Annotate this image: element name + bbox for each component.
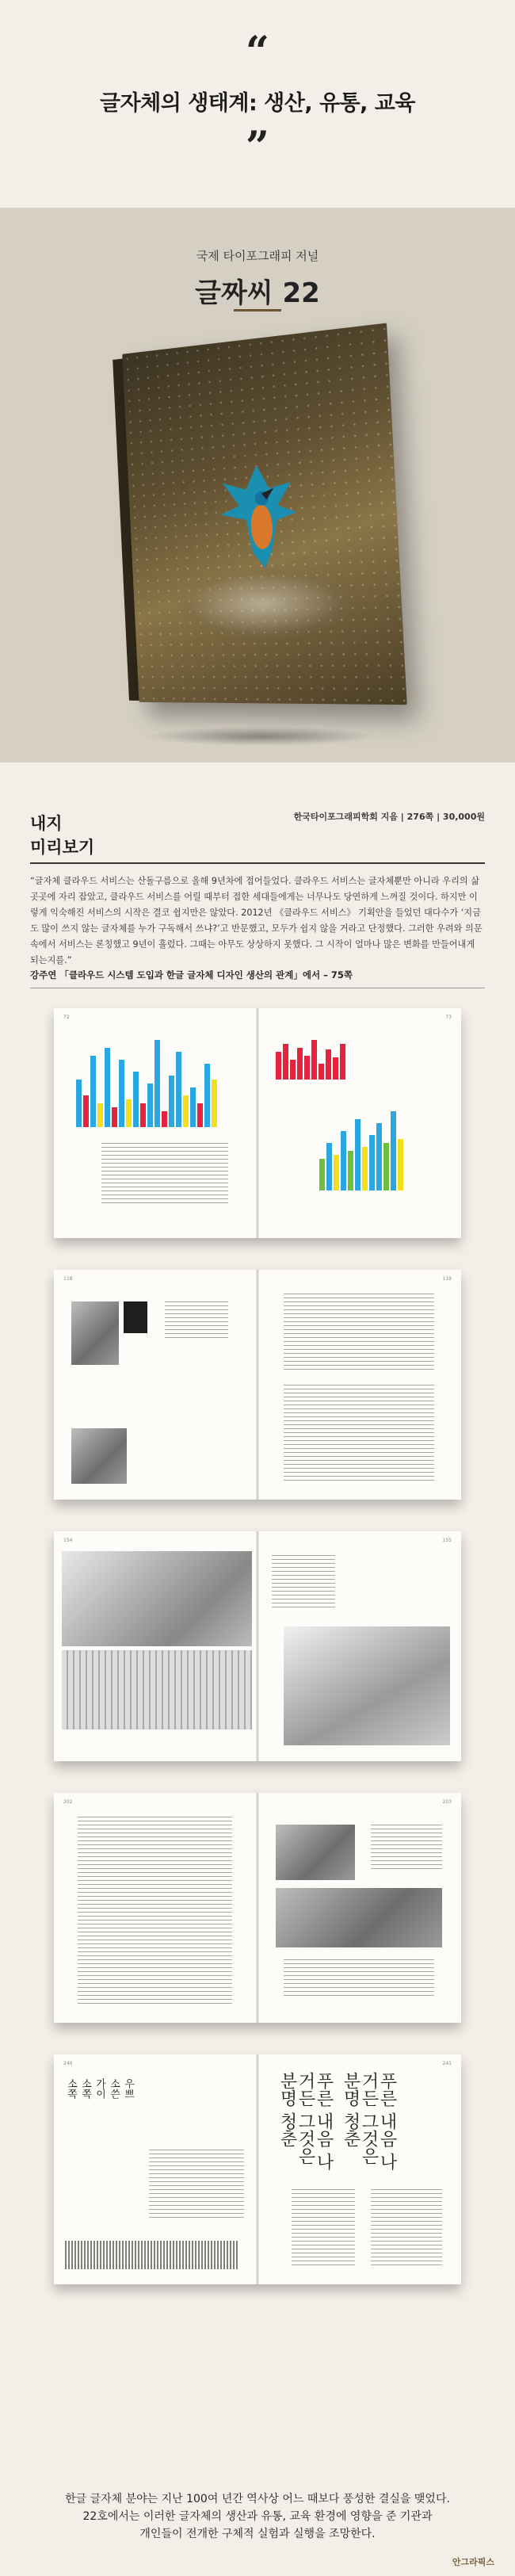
page-number: 203 xyxy=(442,1799,452,1805)
journal-subtitle: 국제 타이포그래피 저널 xyxy=(196,249,319,263)
page-number: 119 xyxy=(442,1276,452,1282)
body-text-block xyxy=(101,1143,228,1206)
body-text-block xyxy=(292,2189,355,2268)
vertical-text: 소쪽 xyxy=(79,2078,91,2099)
page-spread-text-photos xyxy=(54,1793,461,2023)
open-quote-mark: “ xyxy=(246,28,269,76)
page-number: 241 xyxy=(442,2061,452,2066)
photo xyxy=(62,1650,252,1729)
body-text-block xyxy=(165,1301,228,1341)
closing-line: 개인들이 전개한 구체적 실험과 실행을 조망한다. xyxy=(139,2528,376,2540)
hero-section xyxy=(0,0,515,208)
book-meta: 한국타이포그래피학회 지음 | 276쪽 | 30,000원 xyxy=(293,812,485,822)
page-spread-charts xyxy=(54,1008,461,1238)
page-spread-text xyxy=(54,1270,461,1500)
publisher-logo: 안그라픽스 xyxy=(452,2557,494,2567)
photo xyxy=(71,1428,127,1484)
inner-preview-section xyxy=(0,762,515,2576)
book-shadow xyxy=(147,727,376,746)
chart-mini-bars xyxy=(319,1111,403,1191)
chart-mini-bars xyxy=(76,1040,217,1127)
book-cover xyxy=(122,323,407,705)
journal-title: 글짜씨 22 xyxy=(195,277,320,309)
photo xyxy=(124,1301,147,1333)
closing-line: 한글 글자체 분야는 지난 100여 년간 역사상 어느 때보다 풍성한 결실을 맺었다. xyxy=(65,2493,450,2505)
page-number: 118 xyxy=(63,1276,73,1282)
divider xyxy=(30,862,485,864)
excerpt-text: “글자체 클라우드 서비스는 산돌구름으로 올해 9년차에 접어들었다. 클라우드 서비스는 글자체뿐만 아니라 우리의 삶 곳곳에 자리 잡았고, 클라우드 서비스를 어릴 때부터 접한 세대들에게는 너무나도 당연하게 느껴질 것이다. 하지만 이렇게 익숙해진 서비스의 시작은 결코 쉽지만은 않았다. 2012년 《클라우드 서비스》 기획안을 들었던 대다수가 ‘지금도 많이 쓰지 않는 글자체를 누가 구독해서 쓰냐?’고 반문했고, 모두가 쉽지 않을 거라고 단정했다. 그러한 우려와 의문 속에서 서비스는 론칭했고 9년이 흘렀다. 그때는 아무도 상상하지 못했다. 그 시작이 얼마나 많은 변화를 만들어내게 되는지를.” xyxy=(30,876,483,965)
inner-preview-heading xyxy=(30,812,94,859)
body-text-block xyxy=(149,2150,244,2221)
page-number: 155 xyxy=(442,1538,452,1543)
page-number: 154 xyxy=(63,1538,73,1543)
vertical-text: 우쁘 xyxy=(122,2078,134,2099)
close-quote-mark: ” xyxy=(246,123,269,171)
photo xyxy=(284,1626,450,1745)
title-underline xyxy=(234,309,281,311)
photo xyxy=(276,1825,355,1880)
page-number: 240 xyxy=(63,2061,73,2066)
vertical-text: 소쓴 xyxy=(108,2078,120,2099)
photo xyxy=(276,1888,442,1947)
page-number: 73 xyxy=(445,1015,452,1020)
vertical-headline: 푸른 내음 나거든 그것은 분명 청춘 xyxy=(341,2072,397,2170)
kingfisher-illustration xyxy=(214,454,304,578)
page-spread-photos xyxy=(54,1531,461,1761)
book-cover-section xyxy=(0,208,515,762)
heading-line-2: 미리보기 xyxy=(30,838,95,857)
body-text-block xyxy=(272,1555,335,1611)
vertical-headline: 푸른 내음 나거든 그것은 분명 청춘 xyxy=(277,2072,334,2170)
chart-mini-bars xyxy=(276,1040,345,1080)
excerpt-source: 강주연 「클라우드 시스템 도입과 한글 글자체 디자인 생산의 관계」에서 – 75쪽 xyxy=(30,969,353,980)
heading-line-1: 내지 xyxy=(30,814,63,833)
vertical-text: 가이 xyxy=(93,2078,105,2099)
vertical-text: 소쪽 xyxy=(65,2078,77,2099)
book-cover-image xyxy=(122,323,407,705)
closing-line: 22호에서는 이러한 글자체의 생산과 유통, 교육 환경에 영향을 준 기관과 xyxy=(82,2510,433,2523)
body-text-block xyxy=(78,1817,232,2007)
body-text-block xyxy=(371,1825,442,1872)
body-text-block xyxy=(284,1294,434,1373)
body-text-block xyxy=(371,2189,442,2268)
photo xyxy=(62,1551,252,1646)
body-text-block xyxy=(284,1385,434,1484)
page-number: 202 xyxy=(63,1799,73,1805)
body-text-block xyxy=(284,1959,434,1999)
page-spread-vertical-type xyxy=(54,2054,461,2284)
photo xyxy=(71,1301,119,1365)
glyph-grid xyxy=(65,2241,239,2269)
page-number: 72 xyxy=(63,1015,70,1020)
closing-description xyxy=(0,2490,515,2543)
page-title: 글자체의 생태계: 생산, 유통, 교육 xyxy=(100,91,415,116)
